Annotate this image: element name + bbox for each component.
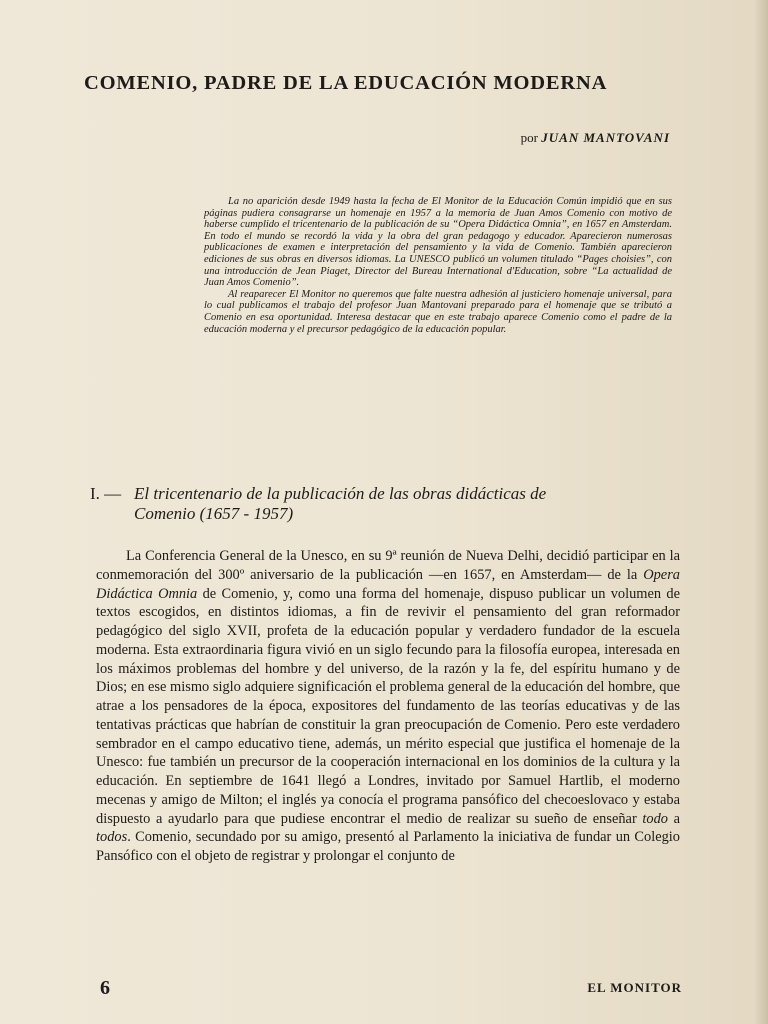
section-heading	[90, 484, 680, 524]
article-title: COMENIO, PADRE DE LA EDUCACIÓN MODERNA	[84, 72, 608, 94]
editorial-paragraph: Al reaparecer El Monitor no queremos que falte nuestra adhesión al justiciero homenaje universal, para lo cual publicamos el trabajo del profesor Juan Mantovani preparado para el homenaje que se tributó a Comenio en esa oportunidad. Interesa destacar que en este trabajo aparece Comenio como el padre de la educación moderna y el precursor pedagógico de la educación popular.	[204, 288, 672, 335]
running-footer: EL MONITOR	[587, 980, 682, 995]
body-text-segment: La Conferencia General de la Unesco, en su 9ª reunión de Nueva Delhi, decidió participar en la conmemoración del 300º aniversario de la publicación —en 1657, en Amsterdam— de la	[96, 548, 680, 583]
byline	[521, 130, 670, 146]
editorial-paragraph: La no aparición desde 1949 hasta la fecha de El Monitor de la Educación Común impidió que en sus páginas pudiera consagrarse un homenaje en 1957 a la memoria de Juan Amos Comenio con motivo de haberse cumplido el tricentenario de la publicación de su “Opera Didáctica Omnia”, en 1657 en Amsterdam. En todo el mundo se recordó la vida y la obra del gran pedagogo y educador. Aparecieron numerosas publicaciones de examen e interpretación del pensamiento y la vida de Comenio. También aparecieron ediciones de sus obras en diversos idiomas. La UNESCO publicó un volumen titulado “Pages choisies”, con una introducción de Jean Piaget, Director del Bureau International d'Education, sobre “La actualidad de Juan Amos Comenio”.	[204, 196, 672, 289]
author-name: JUAN MANTOVANI	[541, 130, 670, 145]
editorial-note	[204, 196, 672, 335]
section-number: I. —	[90, 484, 122, 503]
emphasis-word: todo	[642, 810, 668, 827]
body-text-segment: de Comenio, y, como una forma del homenaje, dispuso publicar un volumen de textos escogidos, en distintos idiomas, a fin de revivir el pensamiento del gran reformador pedagógico del siglo XVII, profeta de la educación popular y verdadero fundador de la escuela moderna. Esta extraordinaria figura vivió en un siglo fecundo para la filosofía europea, interesada en los máximos problemas del hombre y del universo, de la razón y la fe, del espíritu humano y de Dios; en ese mismo siglo adquiere significación el problema general de la educación del hombre, que atrae a los pensadores de la época, expositores del fundamento de las teorías educativas y de las tentativas prácticas que habrían de constituir la gran preocupación de Comenio. Pero este verdadero sembrador en el campo educativo tiene, además, un mérito especial que justifica el homenaje de la Unesco: fue también un precursor de la cooperación internacional en los dominios de la cultura y la educación. En septiembre de 1641 llegó a Londres, invitado por Samuel Hartlib, el moderno mecenas y amigo de Milton; el inglés ya conocía el programa pansófico del checoeslovaco y estaba dispuesto a ayudarlo para que pudiese encontrar el medio de realizar su sueño de enseñar	[96, 585, 680, 827]
body-paragraph	[96, 547, 680, 866]
body-text-segment: . Comenio, secundado por su amigo, presentó al Parlamento la iniciativa de fundar un Colegio Pansófico con el objeto de registrar y prolongar el conjunto de	[96, 829, 680, 864]
byline-prefix: por	[520, 130, 542, 145]
section-title-line-1: El tricentenario de la publicación de las obras didácticas de	[134, 484, 547, 503]
body-text-segment: a	[667, 810, 680, 827]
page-edge-shadow	[754, 0, 768, 1024]
work-title: Opera Didáctica Omnia	[96, 566, 680, 602]
page-number: 6	[100, 977, 110, 999]
section-title-line-2: Comenio (1657 - 1957)	[134, 504, 294, 523]
emphasis-word: todos	[96, 829, 128, 846]
